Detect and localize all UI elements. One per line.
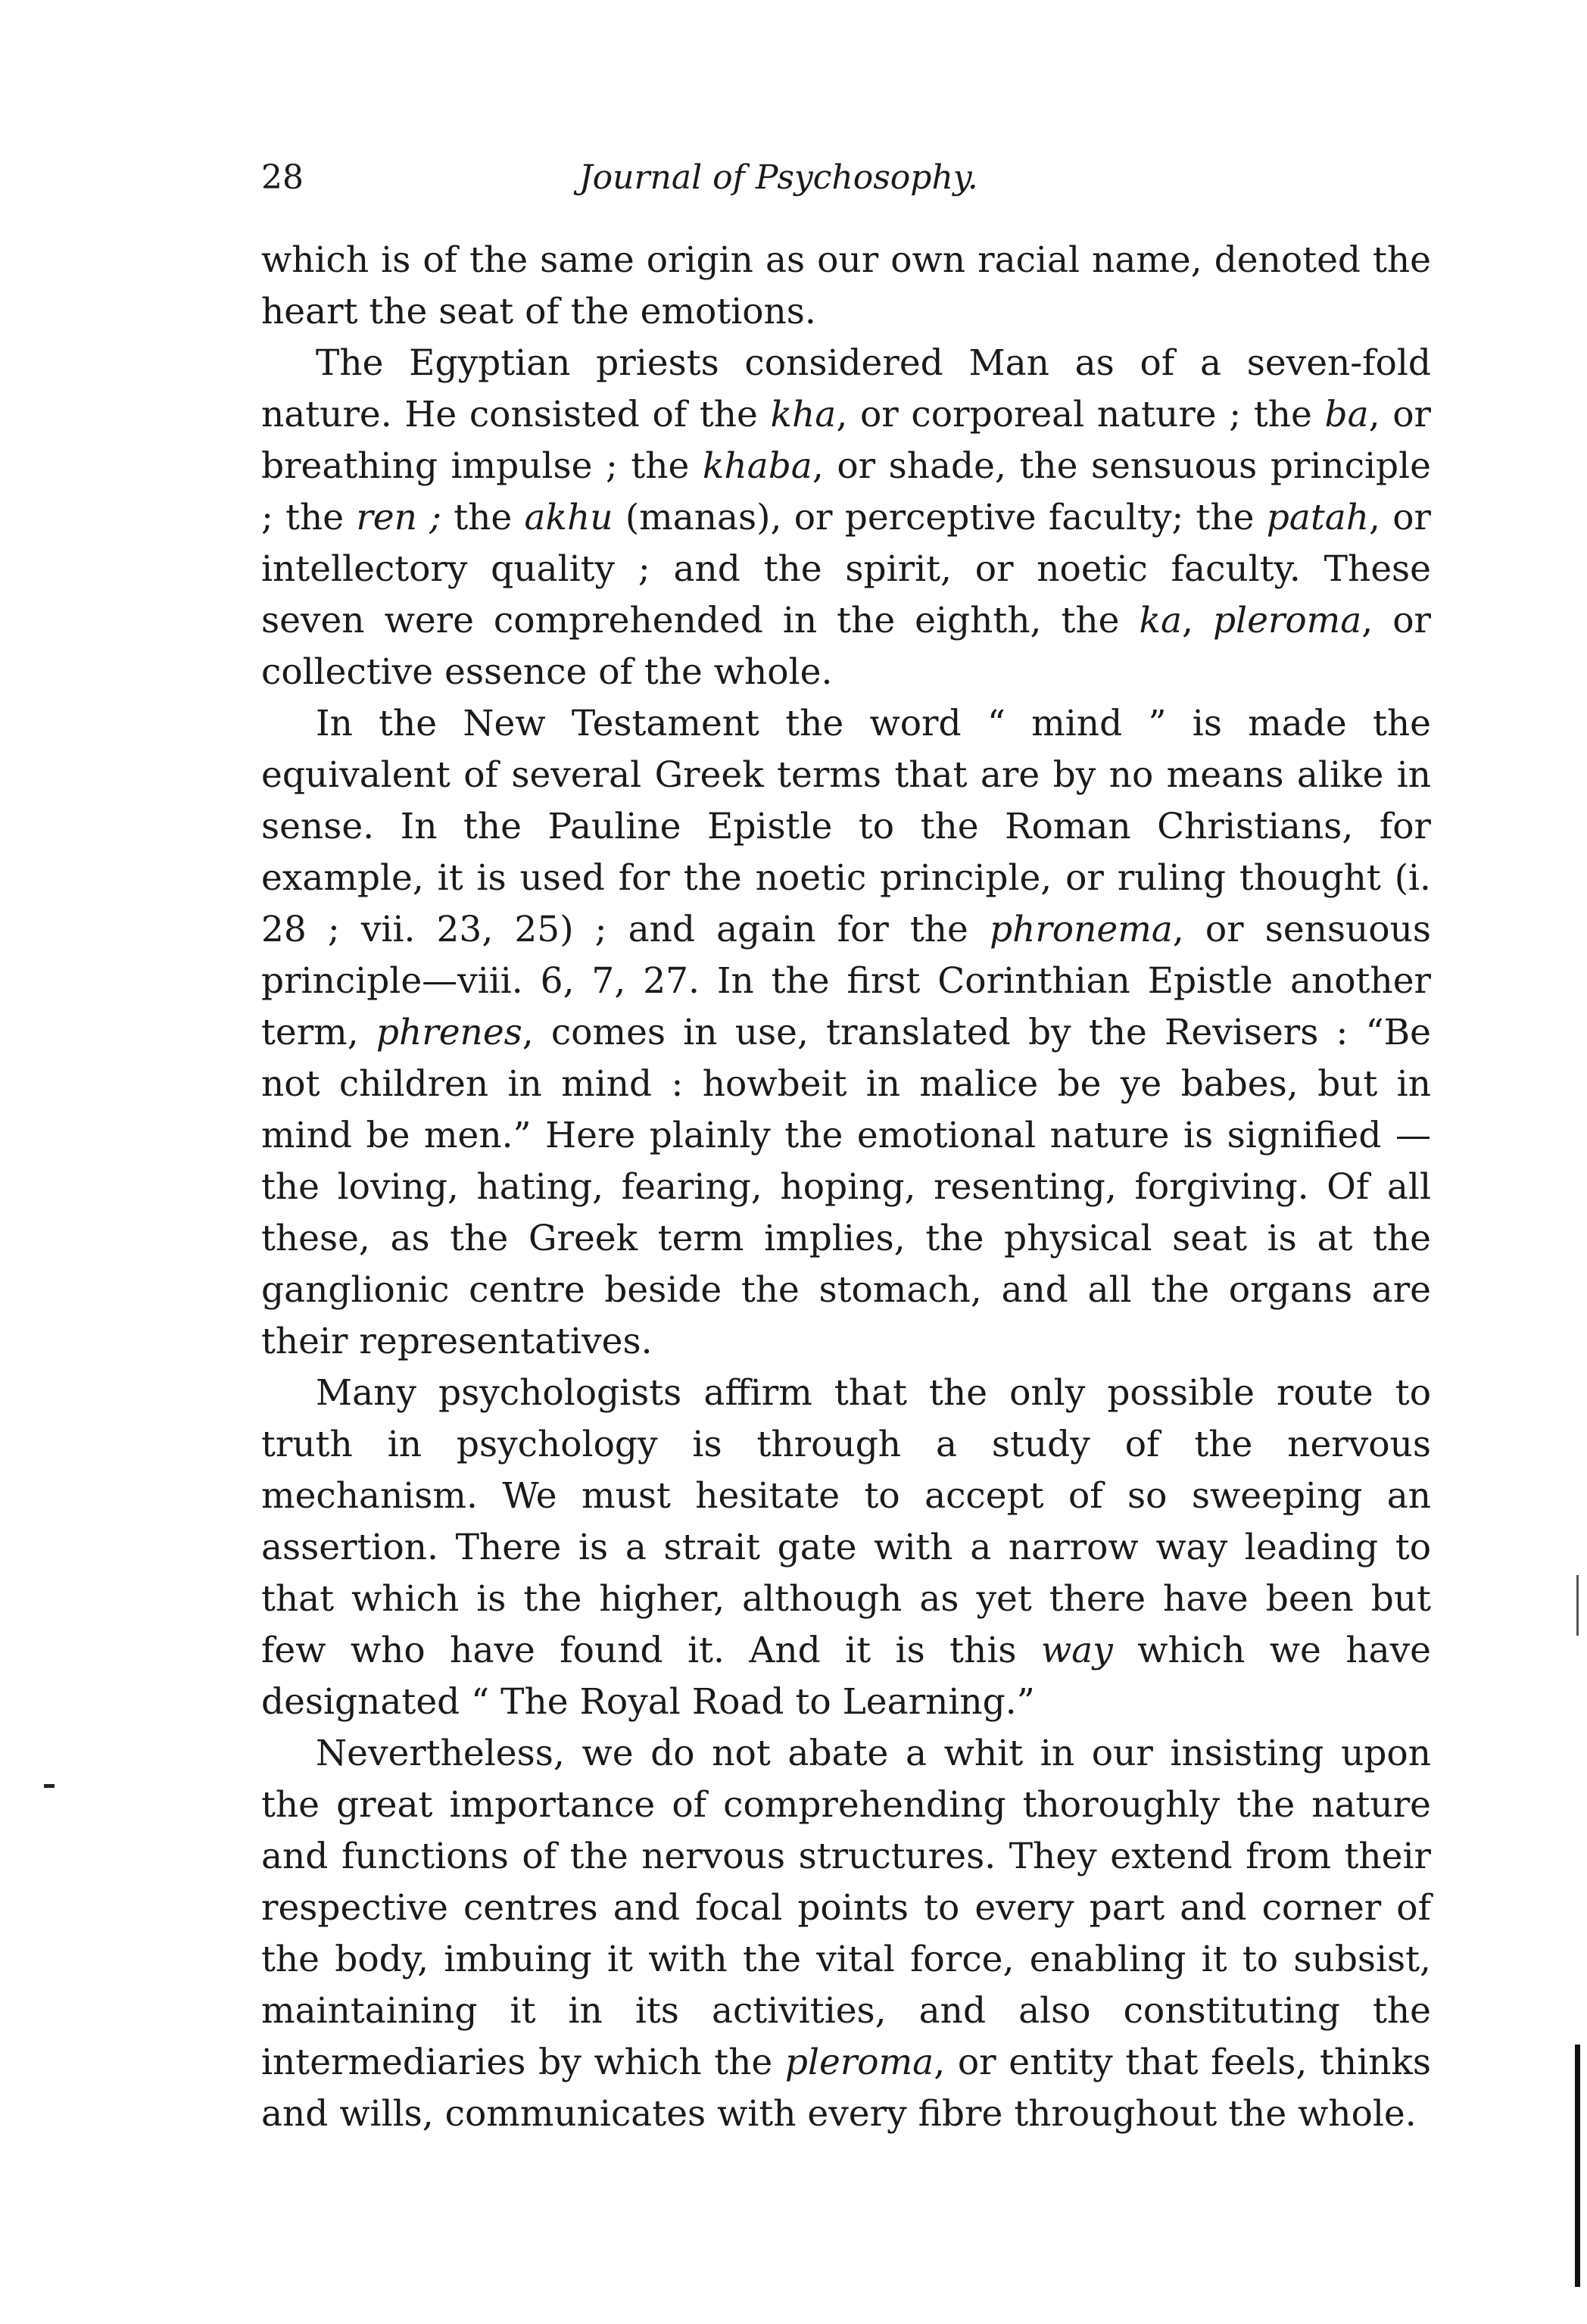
text-run: which we have designated “ The Royal Road to Learning.” [261,1630,1431,1723]
italic-term: ren ; [356,497,441,538]
text-run: In the New Testament the word “ mind ” is made the equivalent of several Greek terms that are by no means alike in sense. In the Pauline Epistle to the Roman Christians, for example, it is used for the noetic principle, or ruling thought (i. 28 ; vii. 23, 25) ; and again for the [261,703,1431,950]
text-run: , or shade, the sensuous principle ; the [261,445,1431,538]
italic-term: phronema [989,909,1173,950]
italic-term: khaba [702,445,812,487]
scan-edge-line [1576,1575,1579,1636]
journal-title: Journal of Psychosophy. [579,158,978,197]
text-run: , or intellectory quality ; and the spirit, or noetic faculty. These seven were comprehended in the eighth, the [261,497,1431,641]
italic-term: ka [1139,600,1182,641]
text-run: Many psychologists affirm that the only possible route to truth in psychology is through a study of the nervous mechanism. We must hesitate to accept of so sweeping an assertion. There is a strait gate with a narrow way leading to that which is the higher, although as yet there have been but few who have found it. And it is this [261,1372,1431,1671]
page-number: 28 [261,158,304,197]
text-run: , or entity that feels, thinks and wills, communicates with every fibre throughout the whole. [261,2042,1432,2135]
italic-term: pleroma [1212,600,1362,641]
text-run: Nevertheless, we do not abate a whit in our insisting upon the great importance of comprehending thoroughly the nature and functions of the nervous structures. They extend from their respective centres and focal points to every part and corner of the body, imbuing it with the vital force, enabling it to subsist, maintaining it in its activities, and also constituting the intermediaries by which the [261,1733,1431,2083]
text-run: the [441,497,525,538]
text-run: , or collective essence of the whole. [261,600,1431,693]
text-run: , comes in use, translated by the Revisers : “Be not children in mind : howbeit in malice be ye babes, but in mind be men.” Here plainly the emotional nature is signified —the loving, hating, fearing, hoping, resenting, forgiving. Of all these, as the Greek term implies, the physical seat is at the ganglionic centre beside the stomach, and all the organs are their representatives. [261,1012,1431,1362]
paragraph-continued [261,235,1431,338]
paragraph-text: which is of the same origin as our own racial name, denoted the heart the seat of the emotions. [261,239,1431,332]
paragraph-nevertheless [261,1728,1431,2140]
scan-edge-bar [1575,2045,1580,2287]
margin-dash-mark [44,1784,55,1788]
italic-term: pleroma [784,2042,934,2083]
italic-term: patah [1266,497,1370,538]
italic-term: phrenes [376,1012,522,1053]
text-run: , or breathing impulse ; the [261,394,1431,487]
text-run: , or corporeal nature ; the [836,394,1325,435]
text-run: , or sensuous principle—viii. 6, 7, 27. In the first Corinthian Epistle another term, [261,909,1431,1053]
paragraph-new-testament [261,698,1431,1368]
italic-term: akhu [524,497,613,538]
italic-term: way [1040,1630,1113,1671]
body-text [261,235,1431,2140]
paragraph-psychologists [261,1368,1431,1728]
paragraph-egyptian-nature [261,338,1431,698]
text-run: , [1182,600,1213,641]
running-head [261,155,1473,201]
italic-term: kha [770,394,837,435]
italic-term: ba [1324,394,1369,435]
text-run: The Egyptian priests considered Man as of a seven-fold nature. He consisted of the [261,342,1431,435]
text-run: (manas), or perceptive faculty; the [613,497,1267,538]
